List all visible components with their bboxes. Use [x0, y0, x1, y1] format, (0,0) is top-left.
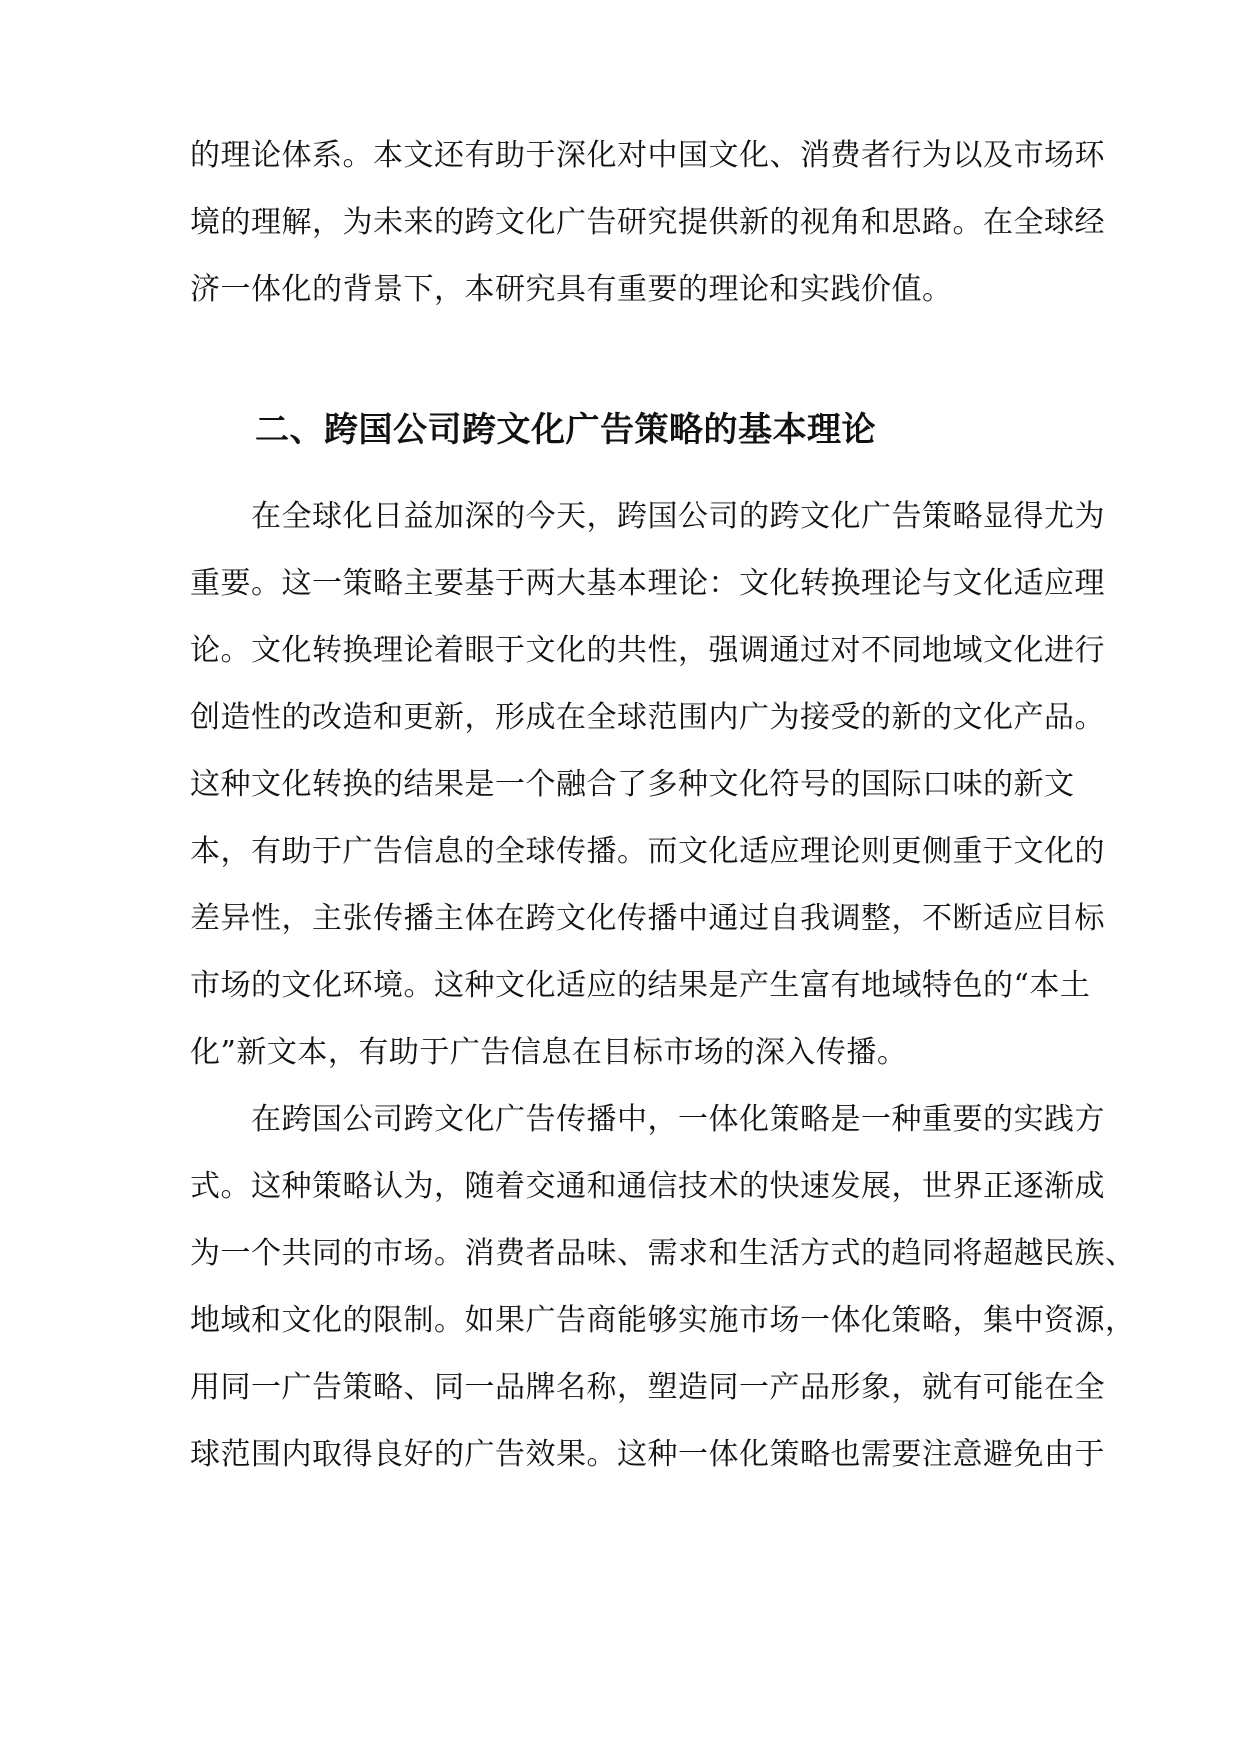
paragraph1-line-8: 市场的文化环境。这种文化适应的结果是产生富有地域特色的“本土: [190, 968, 1091, 1003]
paragraph1-line-1: 在全球化日益加深的今天，跨国公司的跨文化广告策略显得尤为: [190, 499, 1105, 534]
intro-line-1: 的理论体系。本文还有助于深化对中国文化、消费者行为以及市场环: [190, 138, 1105, 173]
paragraph2-line-5: 用同一广告策略、同一品牌名称，塑造同一产品形象，就有可能在全: [190, 1370, 1105, 1405]
paragraph1-line-4: 创造性的改造和更新，形成在全球范围内广为接受的新的文化产品。: [190, 700, 1105, 735]
paragraph1-line-5: 这种文化转换的结果是一个融合了多种文化符号的国际口味的新文: [190, 767, 1075, 802]
intro-line-3: 济一体化的背景下，本研究具有重要的理论和实践价值。: [190, 272, 953, 307]
paragraph1-line-7: 差异性，主张传播主体在跨文化传播中通过自我调整，不断适应目标: [190, 901, 1105, 936]
paragraph2-line-3: 为一个共同的市场。消费者品味、需求和生活方式的趋同将超越民族、: [190, 1236, 1136, 1271]
paragraph1-line-9: 化”新文本，有助于广告信息在目标市场的深入传播。: [190, 1035, 908, 1070]
paragraph1-line-2: 重要。这一策略主要基于两大基本理论：文化转换理论与文化适应理: [190, 566, 1105, 601]
paragraph2-line-6: 球范围内取得良好的广告效果。这种一体化策略也需要注意避免由于: [190, 1437, 1105, 1472]
paragraph2-line-4: 地域和文化的限制。如果广告商能够实施市场一体化策略，集中资源，: [190, 1303, 1136, 1338]
paragraph1-line-3: 论。文化转换理论着眼于文化的共性，强调通过对不同地域文化进行: [190, 633, 1105, 668]
section-heading: 二、跨国公司跨文化广告策略的基本理论: [255, 410, 876, 450]
paragraph2-line-1: 在跨国公司跨文化广告传播中，一体化策略是一种重要的实践方: [190, 1102, 1105, 1137]
paragraph1-line-6: 本，有助于广告信息的全球传播。而文化适应理论则更侧重于文化的: [190, 834, 1105, 869]
paragraph2-line-2: 式。这种策略认为，随着交通和通信技术的快速发展，世界正逐渐成: [190, 1169, 1105, 1204]
intro-line-2: 境的理解，为未来的跨文化广告研究提供新的视角和思路。在全球经: [190, 205, 1105, 240]
